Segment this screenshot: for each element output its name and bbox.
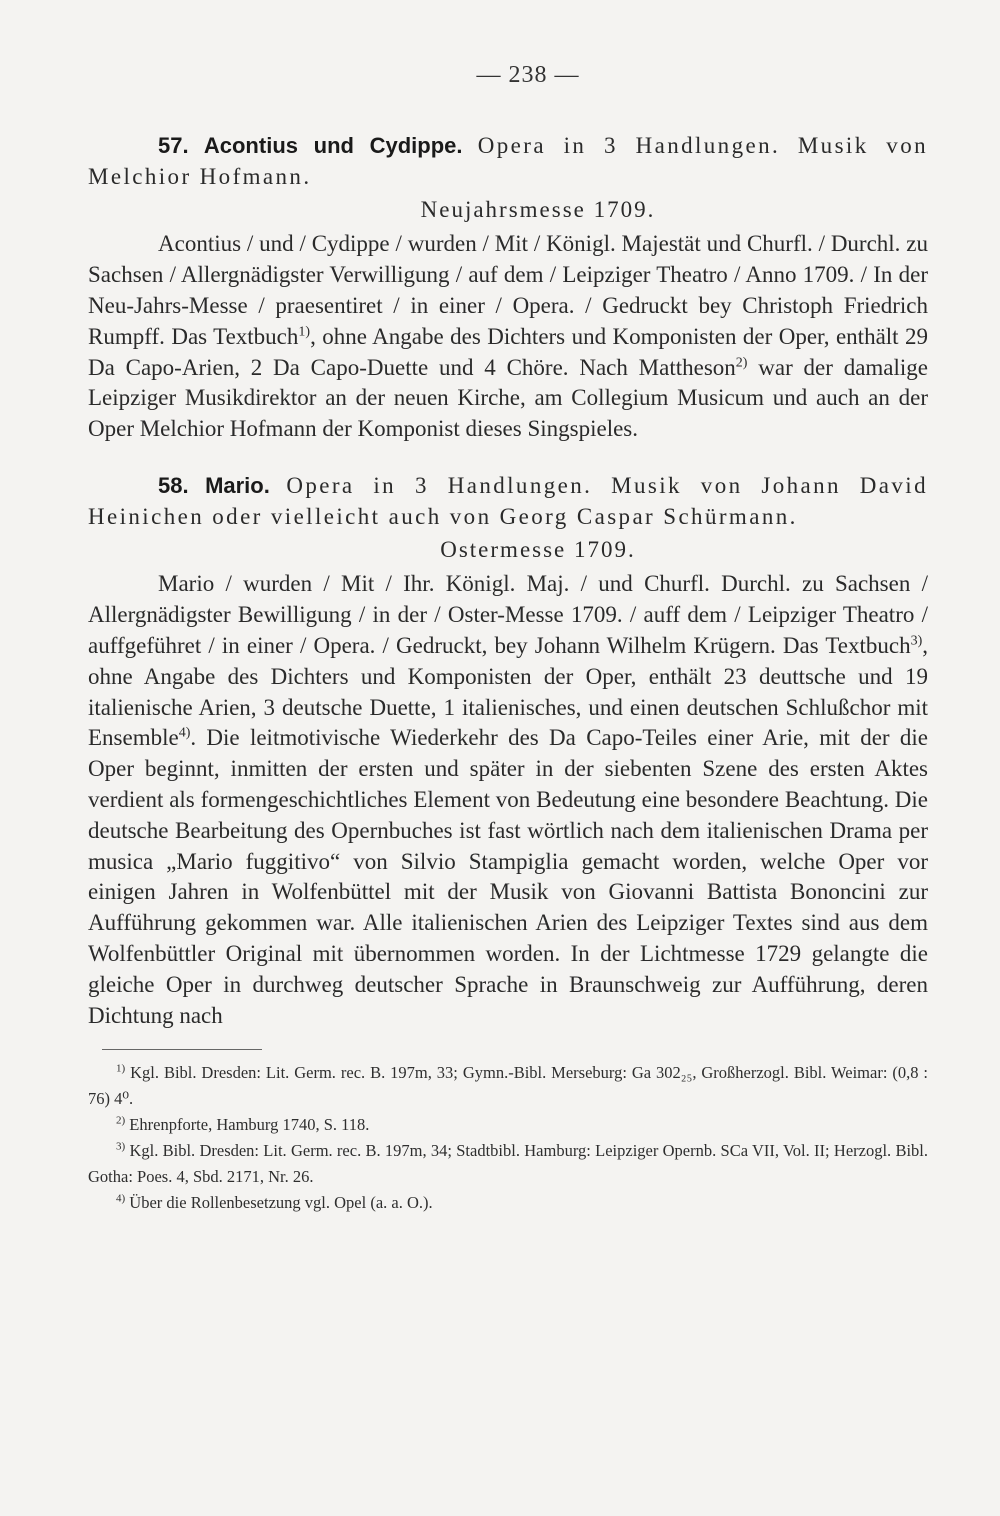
entry-date: Ostermesse 1709. [440,536,636,562]
entry-body [88,569,928,1031]
entry-number: 57. [158,133,189,158]
entry-heading [88,131,928,193]
footnote-text: Kgl. Bibl. Dresden: Lit. Germ. rec. B. 197m, 34; Stadtbibl. Hamburg: Leipziger Opernb. SCa VII, Vol. II; Herzogl. Bibl. Gotha: Poes. 4, Sbd. 2171, Nr. 26. [88,1141,929,1187]
footnote-ref-2[interactable]: 2) [735,354,748,370]
footnotes [88,1060,928,1216]
page-number: — 238 — [476,62,580,88]
entry-title: Acontius und Cydippe. [203,133,463,158]
footnote-label: 1) [116,1062,126,1075]
footnote-label: 3) [116,1140,126,1153]
footnote-text: Ehrenpforte, Hamburg 1740, S. 118. [129,1115,370,1135]
body-text: . Die leitmotivische Wiederkehr des Da Capo-Teiles einer Arie, mit der die Oper beginnt, inmitten der ersten und später in der siebenten Szene des ersten Aktes verdient als formengeschichtliches Element von Bedeutung eine besondere Beachtung. Die deutsche Bearbeitung des Opernbuches ist fast wörtlich nach dem italienischen Drama per musica „Mario fuggitivo“ von Silvio Stampiglia gemacht worden, welche Oper vor einigen Jahren in Wolfenbüttel mit der Musik von Giovanni Battista Bononcini zur Aufführung gekommen war. Alle italienischen Arien des Leipziger Textes sind aus dem Wolfenbüttler Original mit übernommen worden. In der Lichtmesse 1729 gelangte die gleiche Oper in durchweg deutscher Sprache in Braunschweig zur Aufführung, deren Dichtung nach [88,725,928,1028]
footnote-4 [88,1190,928,1216]
body-text: Mario / wurden / Mit / Ihr. Königl. Maj. / und Churfl. Durchl. zu Sachsen / Allergnädigster Bewilligung / in der / Oster-Messe 1709. / auff dem / Leipziger Theatro / auffgeführet / in einer / Opera. / Gedruckt, bey Johann Wilhelm Krügern. Das Textbuch [88,571,928,658]
entry-58 [88,471,928,1031]
body-text: , ohne Angabe des Dichters und Komponisten der Oper, enthält 23 deuttsche und 19 italienische Arien, 3 deutsche Duette, 1 italienisches, und einen deutschen Schlußchor mit Ensemble [88,632,928,751]
entry-heading [88,471,928,533]
entry-57 [88,131,928,445]
body-text: , ohne Angabe des Dichters und Komponisten der Oper, enthält 29 Da Capo-Arien, 2 Da Capo-Duette und 4 Chöre. Nach Mattheson [88,323,928,380]
footnote-label: 4) [116,1192,126,1205]
footnote-ref-4[interactable]: 4) [178,725,191,741]
footnote-text: Über die Rollenbesetzung vgl. Opel (a. a. O.). [129,1193,433,1213]
entry-number: 58. [158,472,189,498]
entry-genre: Opera in 3 Handlungen. Musik von Melchior Hofmann. [88,133,928,189]
footnote-divider [102,1049,262,1050]
entry-body [88,229,928,445]
body-text: Acontius / und / Cydippe / wurden / Mit / Königl. Majestät und Churfl. / Durchl. zu Sachsen / Allergnädigster Verwilligung / auf dem / Leipziger Theatro / Anno 1709. / In der Neu-Jahrs-Messe / praesentiret / in einer / Opera. / Gedruckt bey Christoph Friedrich Rumpff. Das Textbuch [88,231,928,349]
entry-date: Neujahrsmesse 1709. [420,196,656,222]
footnote-ref-3[interactable]: 3) [910,633,923,649]
footnote-ref-1[interactable]: 1) [298,324,311,340]
footnote-3 [88,1138,928,1190]
body-text: war der damalige Leipziger Musikdirektor an der neuen Kirche, am Collegium Musicum und auch an der Oper Melchior Hofmann der Komponist dieses Singspieles. [88,354,929,442]
footnote-text: Kgl. Bibl. Dresden: Lit. Germ. rec. B. 197m, 33; Gymn.-Bibl. Merseburg: Ga 302₂₅, Großherzogl. Bibl. Weimar: (0,8 : 76) 4⁰. [88,1063,928,1109]
footnote-2 [88,1112,928,1138]
footnote-1 [88,1060,928,1112]
footnote-label: 2) [116,1114,126,1127]
entry-title: Mario. [205,472,270,498]
entry-genre: Opera in 3 Handlungen. Musik von Johann David Heinichen oder vielleicht auch von Georg Caspar Schürmann. [88,472,928,529]
